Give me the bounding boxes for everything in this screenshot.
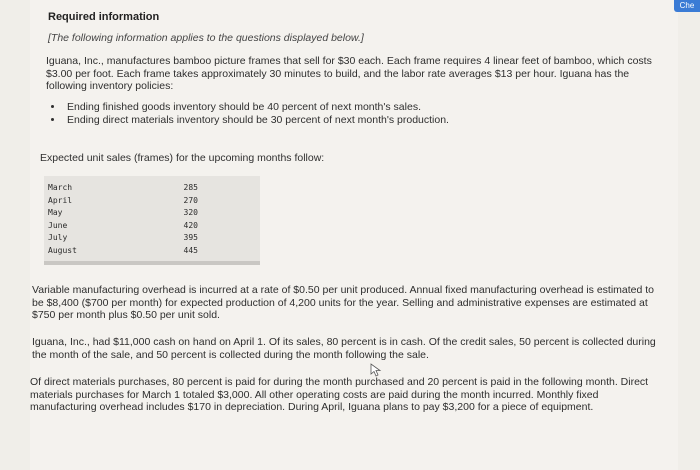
table-row	[47, 245, 199, 258]
units-cell: 395	[183, 233, 198, 242]
inventory-policy-list	[46, 101, 449, 126]
sales-label: Expected unit sales (frames) for the upcoming months follow:	[40, 152, 325, 164]
policy-item: • Ending finished goods inventory should be 40 percent of next month's sales.	[64, 101, 449, 114]
units-cell: 270	[183, 195, 198, 205]
page-title: Required information	[48, 11, 160, 23]
table-row	[47, 182, 199, 195]
month-cell: July	[48, 233, 68, 242]
month-cell: March	[48, 183, 73, 192]
overhead-paragraph: Variable manufacturing overhead is incurred at a rate of $0.50 per unit produced. Annual fixed manufacturing overhead is estimated to be $8,400 ($700 per month) for expected production of 4,200 units for the year. Selling and administrative expenses are estimated at $750 per month plus $0.50 per unit sold.	[32, 284, 655, 322]
units-cell: 445	[183, 245, 198, 255]
check-button[interactable]: Che	[674, 0, 700, 12]
units-cell: 320	[183, 208, 198, 217]
month-cell: April	[48, 195, 73, 205]
policy-item: • Ending direct materials inventory should be 30 percent of next month's production.	[64, 114, 449, 127]
units-cell: 420	[183, 220, 198, 230]
cash-paragraph: Iguana, Inc., had $11,000 cash on hand on April 1. Of its sales, 80 percent is in cash. Of the credit sales, 50 percent is collected during the month of the sale, and 50 percent is collected during the month following the sale.	[32, 336, 656, 361]
table-row	[47, 232, 199, 245]
table-row	[47, 195, 199, 208]
table-row	[47, 220, 199, 233]
mouse-cursor-icon	[370, 363, 382, 377]
purchases-paragraph: Of direct materials purchases, 80 percent is paid for during the month purchased and 20 percent is paid in the following month. Direct materials purchases for March 1 totaled $3,000. All other operating costs are paid during the month incurred. Monthly fixed manufacturing overhead includes $170 in depreciation. During April, Iguana plans to pay $3,200 for a piece of equipment.	[30, 376, 649, 414]
table-scrollbar[interactable]	[44, 261, 260, 265]
intro-paragraph: Iguana, Inc., manufactures bamboo picture frames that sell for $30 each. Each frame requires 4 linear feet of bamboo, which costs $3.00 per foot. Each frame takes approximately 30 minutes to build, and the labor rate averages $13 per hour. Iguana has the following inventory policies:	[46, 55, 652, 93]
instruction-note: [The following information applies to the questions displayed below.]	[48, 32, 364, 44]
month-cell: August	[48, 245, 77, 255]
month-cell: May	[48, 208, 63, 217]
units-cell: 285	[183, 183, 198, 192]
table-row	[47, 207, 199, 220]
month-cell: June	[48, 220, 68, 230]
sales-table	[44, 176, 260, 262]
